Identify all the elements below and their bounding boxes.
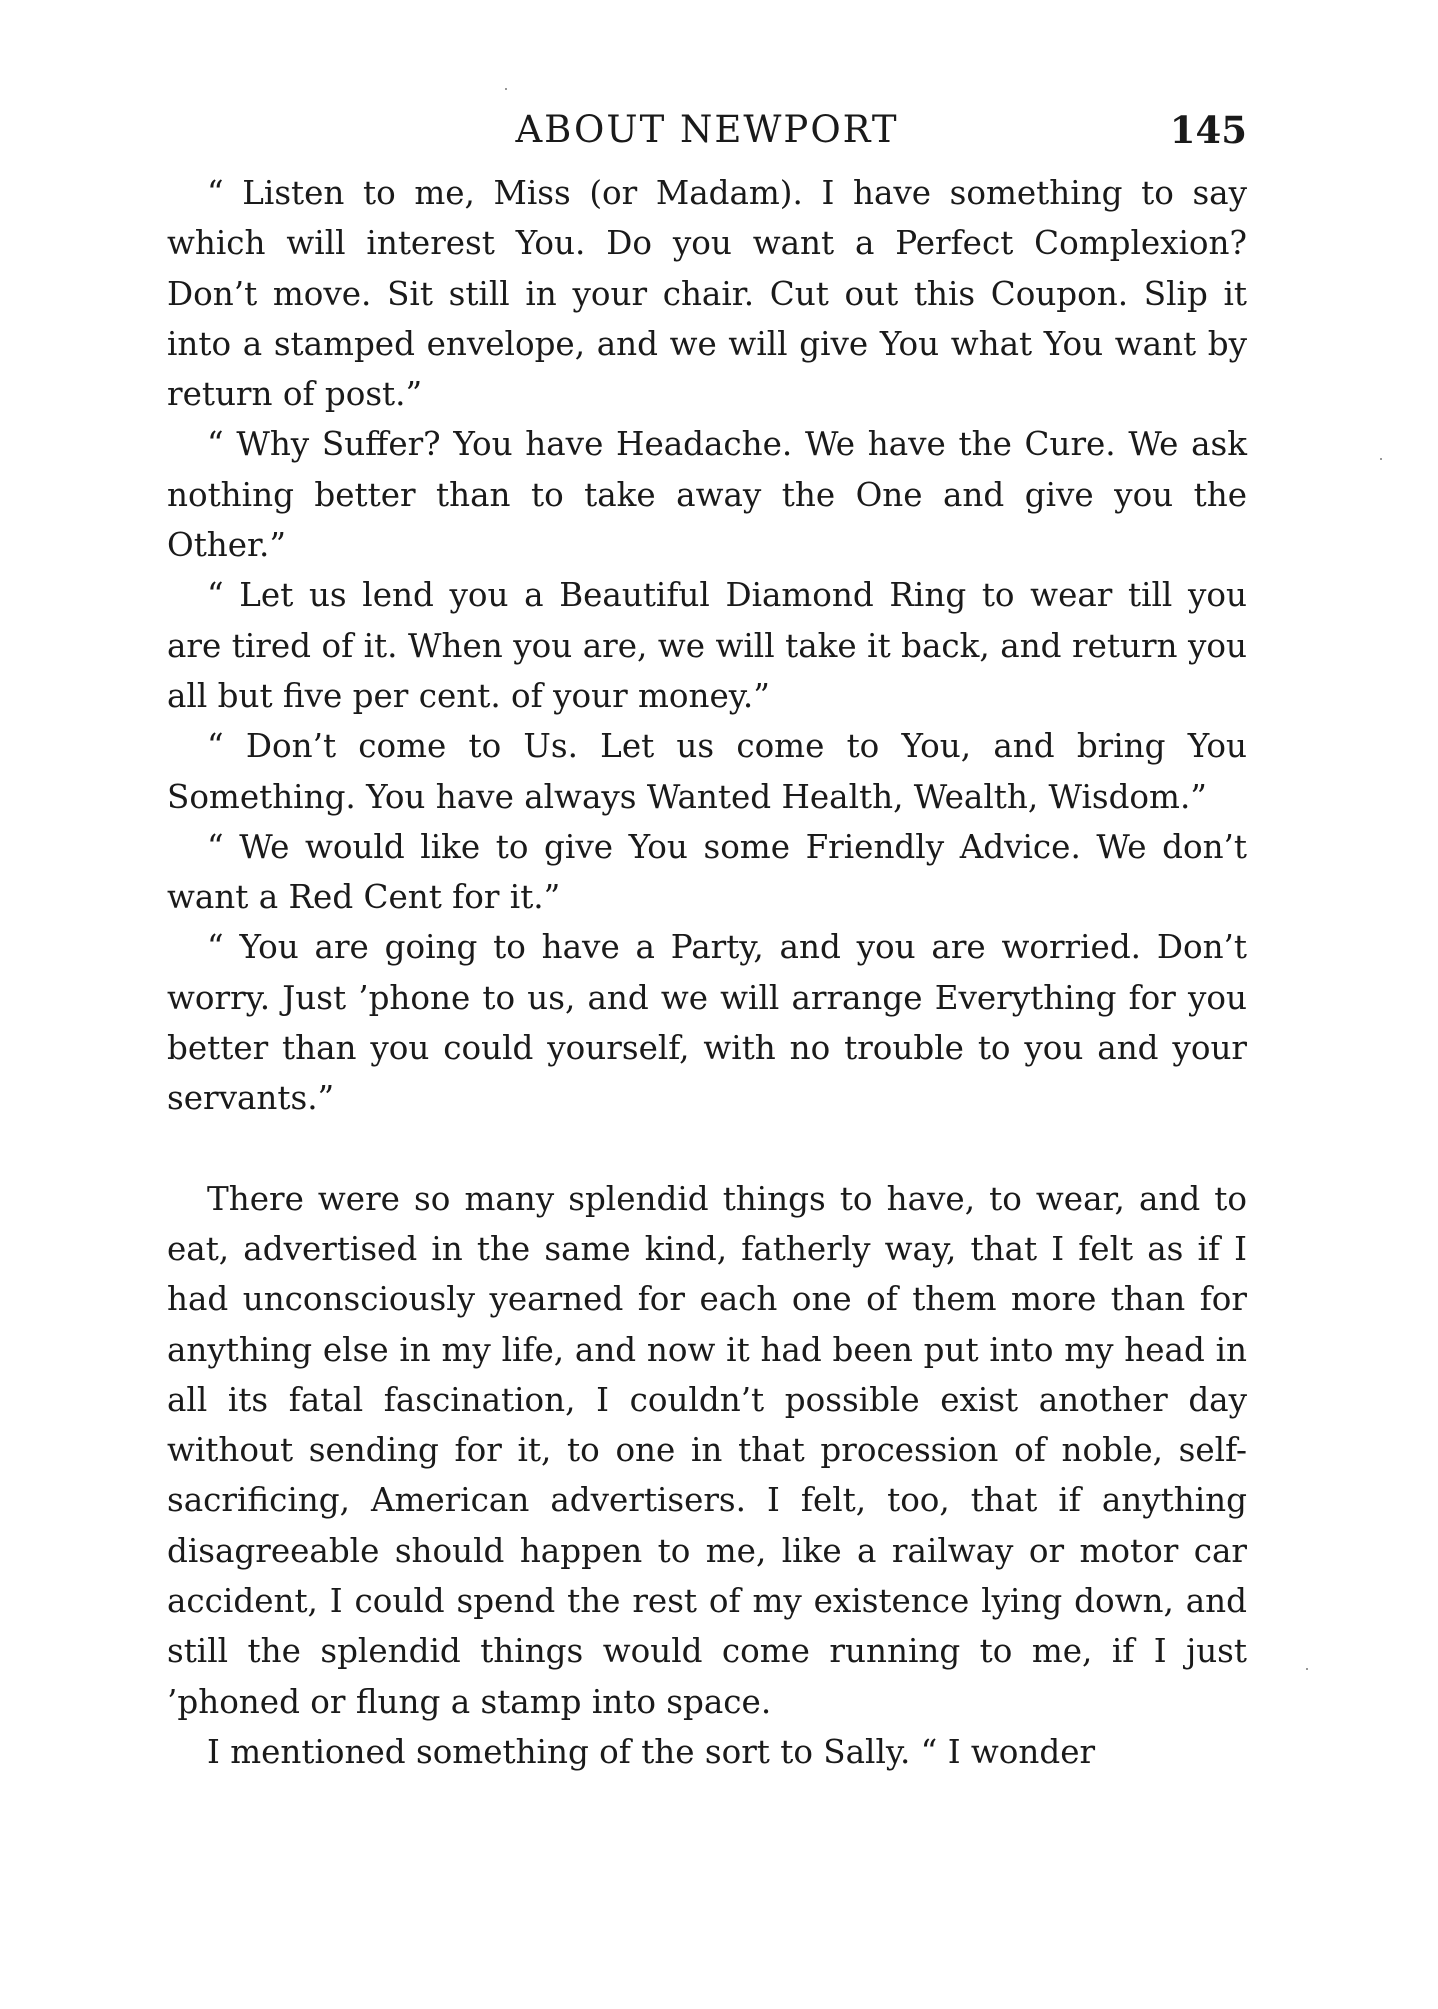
page-header (167, 108, 1247, 168)
paragraph-splendid-things: There were so many splendid things to have, to wear, and to eat, advertised in the same kind, fatherly way, that I felt as if I had unconsciously yearned for each one of them more than for anything else in my life, and now it had been put into my head in all its fatal fascination, I couldn’t possible exist another day without sending for it, to one in that procession of noble, self-sacrificing, American advertisers. I felt, too, that if anything disagreeable should happen to me, like a railway or motor car accident, I could spend the rest of my existence lying down, and still the splendid things would come running to me, if I just ’phoned or flung a stamp into space. (167, 1179, 1247, 1721)
paragraph-sally: I mentioned something of the sort to Sally. “ I wonder (207, 1732, 1096, 1771)
paragraph-advert-complexion: “ Listen to me, Miss (or Madam). I have something to say which will interest You. Do you want a Perfect Complexion? Don’t move. Sit still in your chair. Cut out this Coupon. Slip it into a stamped envelope, and we will give You what You want by return of post.” (167, 174, 1247, 414)
paragraph-advert-party: “ You are going to have a Party, and you are worried. Don’t worry. Just ’phone to us, and we will arrange Everything for you better than you could yourself, with no trouble to you and your servants.” (167, 928, 1247, 1118)
paragraph-advert-headache: “ Why Suffer? You have Headache. We have the Cure. We ask nothing better than to take away the One and give you the Other.” (167, 425, 1247, 565)
stray-mark (505, 88, 507, 90)
page-body (167, 168, 1247, 1777)
paragraph-advert-diamond-ring: “ Let us lend you a Beautiful Diamond Ring to wear till you are tired of it. When you are, we will take it back, and return you all but five per cent. of your money.” (167, 576, 1247, 715)
page-number: 145 (1169, 108, 1247, 152)
paragraph-advert-something: “ Don’t come to Us. Let us come to You, and bring You Something. You have always Wanted Health, Wealth, Wisdom.” (167, 727, 1247, 816)
running-title: ABOUT NEWPORT (515, 108, 899, 151)
stray-mark (1306, 1668, 1308, 1670)
stray-mark (1380, 458, 1382, 460)
paragraph-advert-advice: “ We would like to give You some Friendly Advice. We don’t want a Red Cent for it.” (167, 827, 1247, 917)
book-page (167, 108, 1247, 1777)
